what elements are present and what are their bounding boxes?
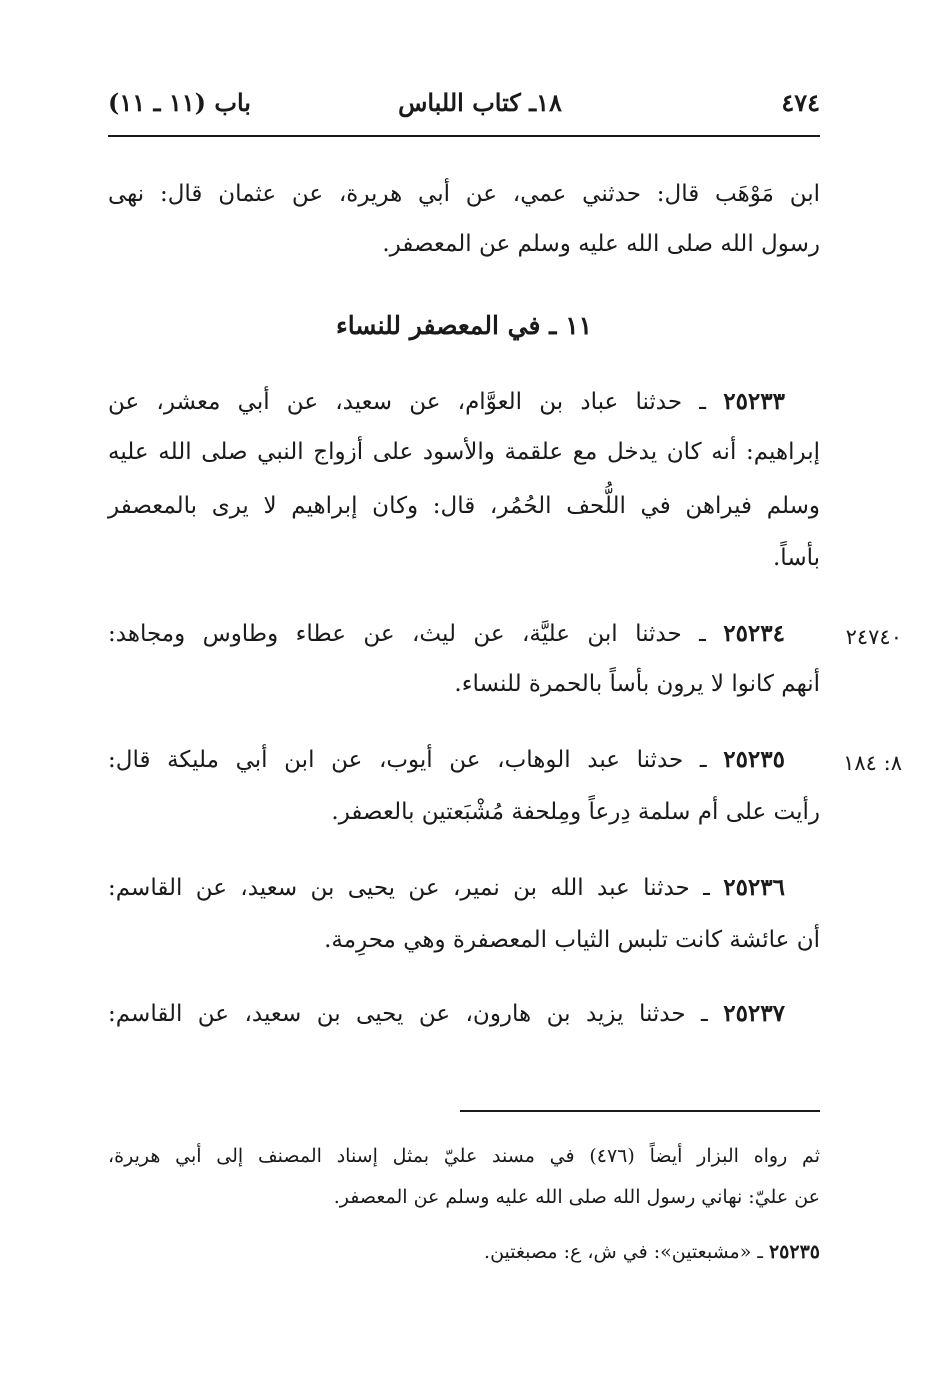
margin-reference: ٨: ١٨٤ <box>843 751 902 775</box>
hadith-25233-line-1: ٢٥٢٣٣ ـ حدثنا عباد بن العوَّام، عن سعيد، عن أبي معشر، عن <box>108 388 785 415</box>
hadith-25233-line-2: إبراهيم: أنه كان يدخل مع علقمة والأسود على أزواج النبي صلى الله عليه <box>108 439 820 465</box>
chapter-range: باب (١١ ـ ١١) <box>108 88 251 117</box>
continuation-line-2: رسول الله صلى الله عليه وسلم عن المعصفر. <box>382 231 820 257</box>
footnote-note: ٢٥٢٣٥ ـ «مشبعتين»: في ش، ع: مصبغتين. <box>484 1241 820 1263</box>
hadith-number: ٢٥٢٣٤ <box>723 620 785 647</box>
footnote-number: ٢٥٢٣٥ <box>768 1241 820 1263</box>
header-rule <box>108 135 820 137</box>
hadith-25236-line-1: ٢٥٢٣٦ ـ حدثنا عبد الله بن نمير، عن يحيى بن سعيد، عن القاسم: <box>108 874 785 901</box>
hadith-number: ٢٥٢٣٦ <box>723 874 785 901</box>
hadith-25235-line-2: رأيت على أم سلمة دِرعاً ومِلحفة مُشْبَعتين بالعصفر. <box>331 799 820 825</box>
hadith-number: ٢٥٢٣٣ <box>723 388 785 415</box>
hadith-25233-line-3: وسلم فيراهن في اللُّحف الحُمُر، قال: وكان إبراهيم لا يرى بالمعصفر <box>108 493 820 519</box>
hadith-25234-line-1: ٢٥٢٣٤ ـ حدثنا ابن عليَّة، عن ليث، عن عطاء وطاوس ومجاهد: <box>108 620 785 647</box>
continuation-line-1: ابن مَوْهَب قال: حدثني عمي، عن أبي هريرة، عن عثمان قال: نهى <box>108 181 820 207</box>
hadith-25235-line-1: ٢٥٢٣٥ ـ حدثنا عبد الوهاب، عن أيوب، عن ابن أبي مليكة قال: <box>108 746 785 773</box>
footnote-rule <box>460 1110 820 1112</box>
footnote-line-1: ثم رواه البزار أيضاً (٤٧٦) في مسند عليّ بمثل إسناد المصنف إلى أبي هريرة، <box>108 1145 820 1167</box>
hadith-number: ٢٥٢٣٧ <box>723 1000 785 1027</box>
hadith-25234-line-2: أنهم كانوا لا يرون بأساً بالحمرة للنساء. <box>454 671 820 697</box>
hadith-25233-line-4: بأساً. <box>773 545 820 571</box>
hadith-25237-line-1: ٢٥٢٣٧ ـ حدثنا يزيد بن هارون، عن يحيى بن سعيد، عن القاسم: <box>108 1000 785 1027</box>
hadith-25236-line-2: أن عائشة كانت تلبس الثياب المعصفرة وهي محرِمة. <box>324 927 820 953</box>
hadith-number: ٢٥٢٣٥ <box>723 746 785 773</box>
section-heading: ١١ ـ في المعصفر للنساء <box>335 311 593 340</box>
footnote-line-2: عن عليّ: نهاني رسول الله صلى الله عليه وسلم عن المعصفر. <box>333 1186 820 1208</box>
book-title: ١٨ـ كتاب اللباس <box>398 88 562 117</box>
margin-reference: ٢٤٧٤٠ <box>845 625 902 649</box>
page-number: ٤٧٤ <box>781 88 820 117</box>
